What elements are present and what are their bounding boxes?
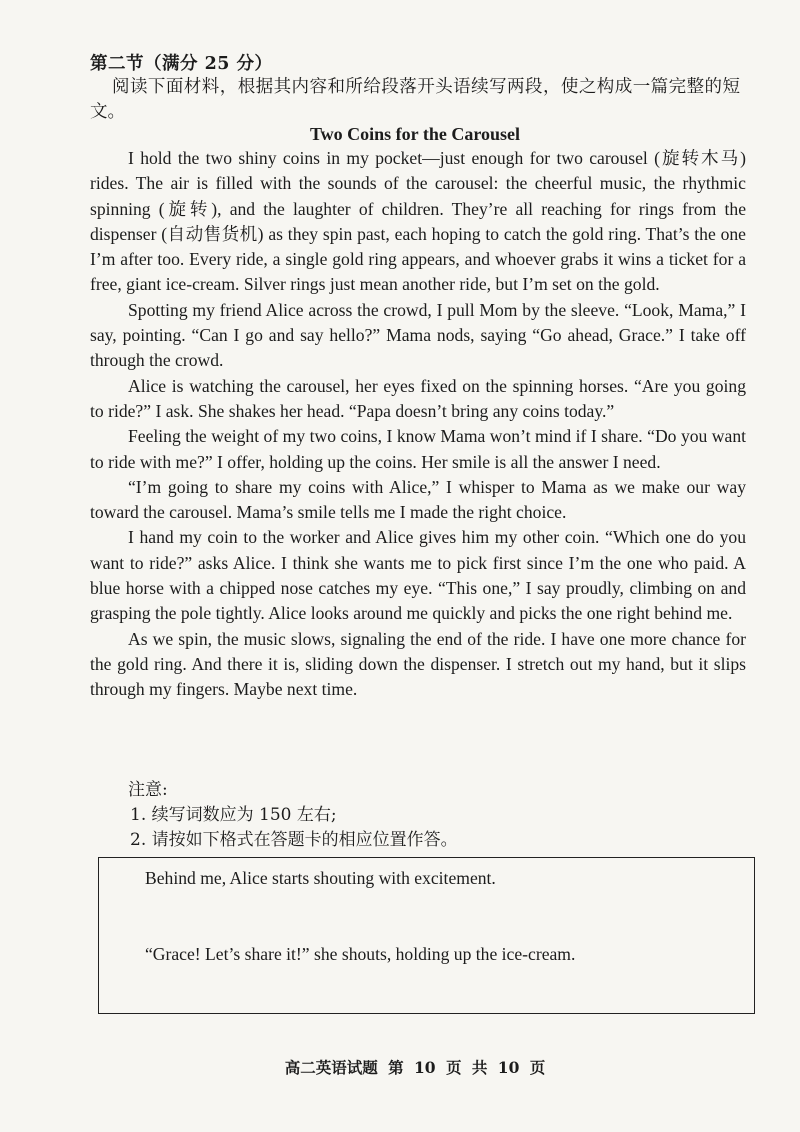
opening-line-2: “Grace! Let’s share it!” she shouts, holding up the ice-cream. bbox=[145, 944, 576, 964]
opening-line-1: Behind me, Alice starts shouting with excitement. bbox=[145, 868, 496, 888]
story-paragraph: I hold the two shiny coins in my pocket—just enough for two carousel (旋转木马) rides. The air is filled with the sounds of the carousel: the cheerful music, the rhythmic spinning (旋转), and the laughter of children. They’re all reaching for rings from the dispenser (自动售货机) as they spin past, each hoping to catch the gold ring. That’s the one I’m after too. Every ride, a single gold ring appears, and whoever grabs it wins a ticket for a free, giant ice-cream. Silver rings just mean another ride, but I’m set on the gold. bbox=[90, 148, 746, 295]
story-paragraph: I hand my coin to the worker and Alice gives him my other coin. “Which one do you want to ride?” asks Alice. I think she wants me to pick first since I’m the one who paid. A blue horse with a chipped nose catches my eye. “This one,” I say proudly, climbing on and grasping the pole tightly. Alice looks around me quickly and picks the one right behind me. bbox=[90, 527, 746, 624]
story-paragraph: Feeling the weight of my two coins, I know Mama won’t mind if I share. “Do you want to ride with me?” I offer, holding up the coins. Her smile is all the answer I need. bbox=[90, 426, 746, 472]
story-paragraph: “I’m going to share my coins with Alice,” I whisper to Mama as we make our way toward the carousel. Mama’s smile tells me I made the right choice. bbox=[90, 476, 746, 523]
answer-box bbox=[98, 857, 755, 1014]
note-item: 1. 续写词数应为 150 左右; bbox=[130, 805, 337, 825]
story-paragraph: As we spin, the music slows, signaling the end of the ride. I have one more chance for the gold ring. And there it is, sliding down the dispenser. I stretch out my hand, but it slips through my fingers. Maybe next time. bbox=[90, 628, 746, 700]
story-body bbox=[90, 146, 746, 703]
section-instruction: 阅读下面材料，根据其内容和所给段落开头语续写两段，使之构成一篇完整的短文。 bbox=[90, 77, 740, 122]
section-heading: 第二节（满分 25 分） bbox=[90, 54, 273, 74]
page-footer: 高二英语试题 第 10 页 共 10 页 bbox=[284, 1058, 546, 1077]
notes-label: 注意: bbox=[128, 780, 168, 800]
story-title: Two Coins for the Carousel bbox=[309, 124, 520, 144]
story-paragraph: Alice is watching the carousel, her eyes fixed on the spinning horses. “Are you going to ride?” I ask. She shakes her head. “Papa doesn’t bring any coins today.” bbox=[90, 375, 746, 421]
notes-section bbox=[128, 778, 458, 853]
note-item: 2. 请按如下格式在答题卡的相应位置作答。 bbox=[130, 830, 458, 850]
story-paragraph: Spotting my friend Alice across the crowd, I pull Mom by the sleeve. “Look, Mama,” I say, pointing. “Can I go and say hello?” Mama nods, saying “Go ahead, Grace.” I take off through the crowd. bbox=[90, 299, 746, 371]
